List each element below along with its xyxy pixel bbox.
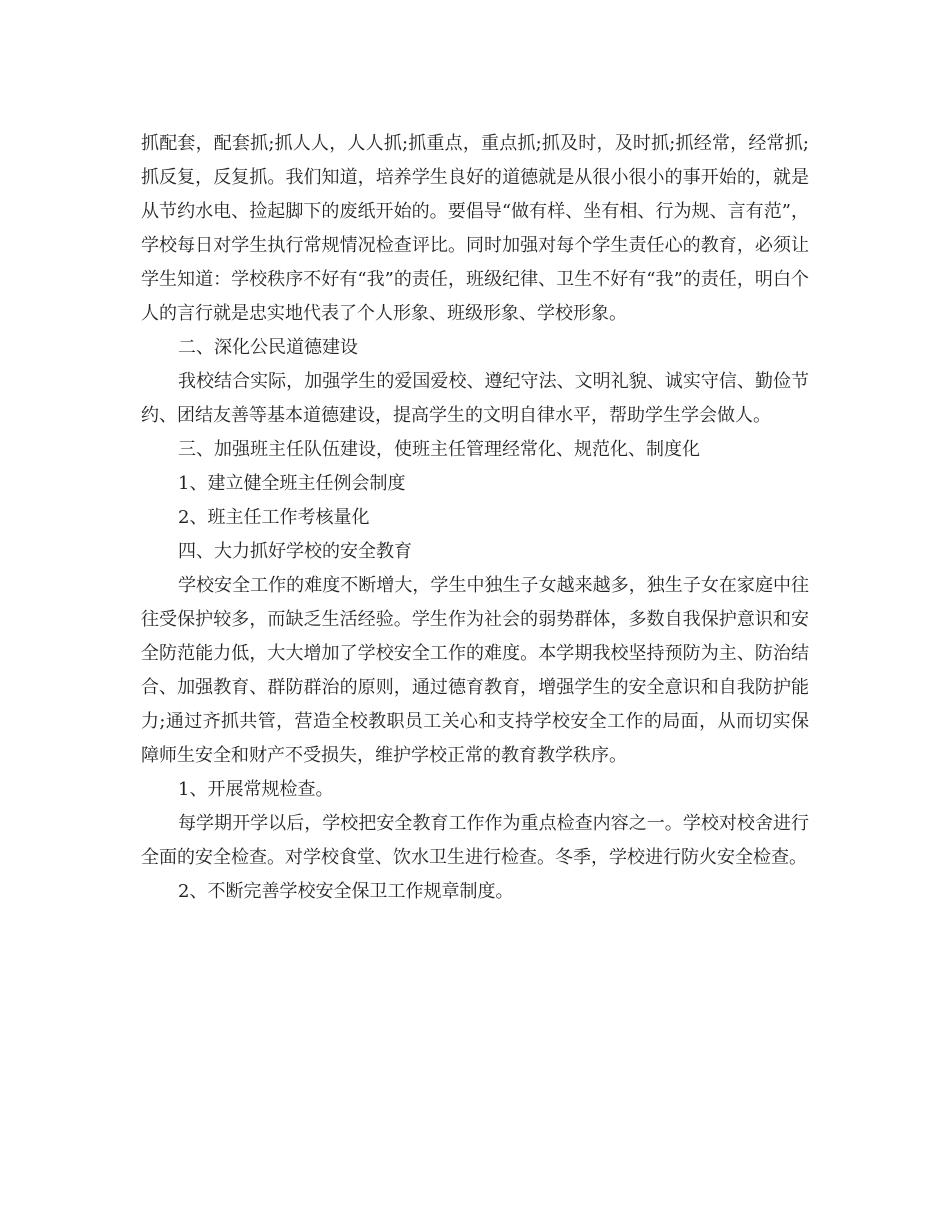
paragraph-continuation: 抓配套，配套抓;抓人人，人人抓;抓重点，重点抓;抓及时，及时抓;抓经常，经常抓;抓反复，反复抓。我们知道，培养学生良好的道德就是从很小很小的事开始的，就是从节约水电、捡起脚下的废纸开始的。要倡导“做有样、坐有相、行为规、言有范”，学校每日对学生执行常规情况检查评比。同时加强对每个学生责任心的教育，必须让学生知道：学校秩序不好有“我”的责任，班级纪律、卫生不好有“我”的责任，明白个人的言行就是忠实地代表了个人形象、班级形象、学校形象。 — [141, 133, 809, 324]
section-heading-civic-morality: 二、深化公民道德建设 — [178, 337, 358, 358]
list-item-assessment: 2、班主任工作考核量化 — [178, 507, 370, 528]
section-heading-safety-education: 四、大力抓好学校的安全教育 — [178, 541, 412, 562]
section-heading-class-teachers: 三、加强班主任队伍建设，使班主任管理经常化、规范化、制度化 — [178, 439, 700, 460]
list-item-meeting-system: 1、建立健全班主任例会制度 — [178, 473, 406, 494]
paragraph-safety-education: 学校安全工作的难度不断增大，学生中独生子女越来越多，独生子女在家庭中往往受保护较多，而缺乏生活经验。学生作为社会的弱势群体，多数自我保护意识和安全防范能力低，大大增加了学校安全工作的难度。本学期我校坚持预防为主、防治结合、加强教育、群防群治的原则，通过德育教育，增强学生的安全意识和自我防护能力;通过齐抓共管，营造全校教职员工关心和支持学校安全工作的局面，从而切实保障师生安全和财产不受损失，维护学校正常的教育教学秩序。 — [141, 575, 809, 766]
list-item-routine-inspection: 1、开展常规检查。 — [178, 779, 334, 800]
document-body — [141, 127, 809, 909]
paragraph-routine-inspection: 每学期开学以后，学校把安全教育工作作为重点检查内容之一。学校对校舍进行全面的安全检查。对学校食堂、饮水卫生进行检查。冬季，学校进行防火安全检查。 — [141, 813, 809, 868]
paragraph-civic-morality: 我校结合实际，加强学生的爱国爱校、遵纪守法、文明礼貌、诚实守信、勤俭节约、团结友善等基本道德建设，提高学生的文明自律水平，帮助学生学会做人。 — [141, 371, 809, 426]
list-item-safety-rules: 2、不断完善学校安全保卫工作规章制度。 — [178, 881, 514, 902]
